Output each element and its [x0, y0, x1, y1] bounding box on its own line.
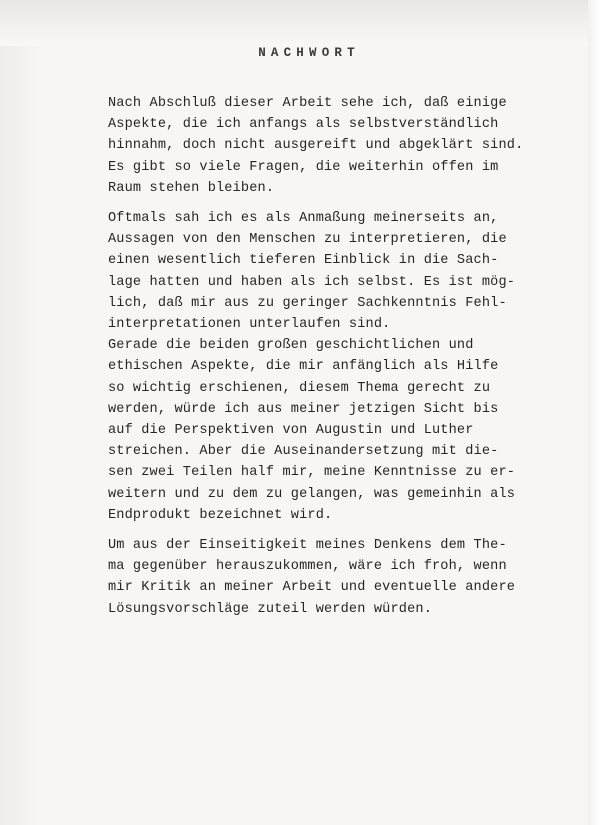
text-line: werden, würde ich aus meiner jetzigen Sicht bis [108, 401, 499, 417]
text-line: Lösungsvorschläge zuteil werden würden. [108, 601, 432, 617]
text-line: so wichtig erschienen, diesem Thema gerecht zu [108, 380, 491, 396]
text-line: Es gibt so viele Fragen, die weiterhin offen im [108, 159, 499, 175]
text-line: auf die Perspektiven von Augustin und Luther [108, 423, 474, 439]
page-top-shadow [0, 0, 600, 46]
page-title: NACHWORT [258, 46, 360, 60]
text-line: Oftmals sah ich es als Anmaßung meinerseits an, [108, 211, 499, 227]
text-line: Raum stehen bleiben. [108, 180, 275, 196]
text-line: Nach Abschluß dieser Arbeit sehe ich, daß einige [108, 96, 507, 111]
text-line: einen wesentlich tieferen Einblick in die Sach- [108, 253, 499, 269]
text-line: lich, daß mir aus zu geringer Sachkenntnis Fehl- [108, 295, 507, 311]
document-body [108, 93, 548, 620]
text-line: lage hatten und haben als ich selbst. Es ist mög- [108, 274, 516, 290]
text-line: Um aus der Einseitigkeit meines Denkens dem The- [108, 538, 507, 554]
text-line: Aspekte, die ich anfangs als selbstverständlich [108, 117, 499, 133]
paragraph [108, 335, 548, 526]
paragraph [108, 535, 548, 620]
text-line: hinnahm, doch nicht ausgereift und abgeklärt sind. [108, 138, 524, 154]
binding-shadow [0, 46, 40, 825]
text-line: interpretationen unterlaufen sind. [108, 317, 391, 333]
text-line: streichen. Aber die Auseinandersetzung mit die- [108, 444, 499, 460]
text-line: weitern und zu dem zu gelangen, was gemeinhin als [108, 486, 516, 502]
text-line: mir Kritik an meiner Arbeit und eventuelle andere [108, 580, 516, 596]
text-line: Aussagen von den Menschen zu interpretieren, die [108, 232, 507, 248]
text-line: ma gegenüber herauszukommen, wäre ich froh, wenn [108, 559, 507, 575]
paragraph [108, 93, 548, 199]
text-line: sen zwei Teilen half mir, meine Kenntnisse zu er- [108, 465, 516, 481]
text-line: ethischen Aspekte, die mir anfänglich als Hilfe [108, 359, 499, 375]
paragraph [108, 208, 548, 335]
text-line: Gerade die beiden großen geschichtlichen und [108, 338, 474, 354]
paper-edge [588, 0, 600, 825]
text-line: Endprodukt bezeichnet wird. [108, 507, 333, 523]
